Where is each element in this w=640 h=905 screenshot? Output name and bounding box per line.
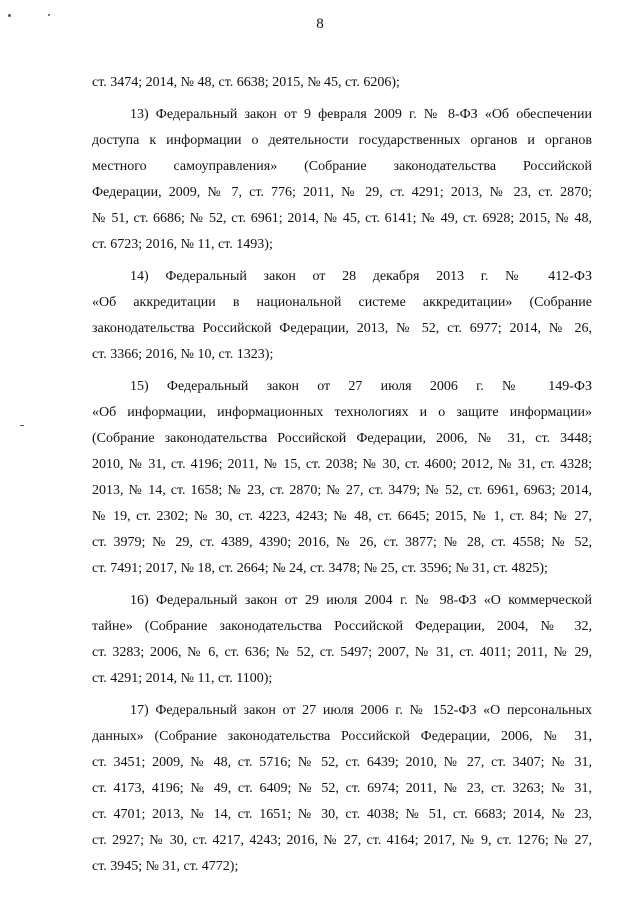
text-line: 15) Федеральный закон от 27 июля 2006 г. № 149-ФЗ bbox=[130, 379, 592, 394]
text-line: местного самоуправления» (Собрание законодательства Российской bbox=[92, 159, 592, 174]
paragraph bbox=[92, 102, 592, 258]
text-line: ст. 3283; 2006, № 6, ст. 636; № 52, ст. 5497; 2007, № 31, ст. 4011; 2011, № 29, bbox=[92, 645, 592, 660]
text-line: законодательства Российской Федерации, 2013, № 52, ст. 6977; 2014, № 26, bbox=[92, 321, 592, 336]
text-line: «Об аккредитации в национальной системе аккредитации» (Собрание bbox=[92, 295, 592, 310]
text-line: ст. 6723; 2016, № 11, ст. 1493); bbox=[92, 237, 273, 252]
text-line: «Об информации, информационных технологиях и о защите информации» bbox=[92, 405, 592, 420]
text-line: ст. 3945; № 31, ст. 4772); bbox=[92, 859, 239, 874]
text-line: ст. 4701; 2013, № 14, ст. 1651; № 30, ст. 4038; № 51, ст. 6683; 2014, № 23, bbox=[92, 807, 592, 822]
text-line: (Собрание законодательства Российской Федерации, 2006, № 31, ст. 3448; bbox=[92, 431, 592, 446]
text-line: 13) Федеральный закон от 9 февраля 2009 г. № 8-ФЗ «Об обеспечении bbox=[130, 107, 592, 122]
paragraph bbox=[92, 70, 592, 96]
text-line: ст. 3474; 2014, № 48, ст. 6638; 2015, № 45, ст. 6206); bbox=[92, 75, 400, 90]
text-line: ст. 3979; № 29, ст. 4389, 4390; 2016, № 26, ст. 3877; № 28, ст. 4558; № 52, bbox=[92, 535, 592, 550]
text-line: ст. 3451; 2009, № 48, ст. 5716; № 52, ст. 6439; 2010, № 27, ст. 3407; № 31, bbox=[92, 755, 592, 770]
text-line: № 51, ст. 6686; № 52, ст. 6961; 2014, № 45, ст. 6141; № 49, ст. 6928; 2015, № 48, bbox=[92, 211, 592, 226]
text-line: ст. 4291; 2014, № 11, ст. 1100); bbox=[92, 671, 273, 686]
text-line: ст. 7491; 2017, № 18, ст. 2664; № 24, ст. 3478; № 25, ст. 3596; № 31, ст. 4825); bbox=[92, 561, 548, 576]
text-line: 16) Федеральный закон от 29 июля 2004 г. № 98-ФЗ «О коммерческой bbox=[130, 593, 592, 608]
text-line: № 19, ст. 2302; № 30, ст. 4223, 4243; № 48, ст. 6645; 2015, № 1, ст. 84; № 27, bbox=[92, 509, 592, 524]
text-line: ст. 2927; № 30, ст. 4217, 4243; 2016, № 27, ст. 4164; 2017, № 9, ст. 1276; № 27, bbox=[92, 833, 592, 848]
paragraph bbox=[92, 264, 592, 368]
text-line: 2010, № 31, ст. 4196; 2011, № 15, ст. 2038; № 30, ст. 4600; 2012, № 31, ст. 4328; bbox=[92, 457, 592, 472]
text-line: тайне» (Собрание законодательства Российской Федерации, 2004, № 32, bbox=[92, 619, 592, 634]
text-line: ст. 4173, 4196; № 49, ст. 6409; № 52, ст. 6974; 2011, № 23, ст. 3263; № 31, bbox=[92, 781, 592, 796]
paragraph bbox=[92, 698, 592, 880]
paragraph bbox=[92, 588, 592, 692]
text-line: 17) Федеральный закон от 27 июля 2006 г. № 152-ФЗ «О персональных bbox=[130, 703, 592, 718]
text-line: доступа к информации о деятельности государственных органов и органов bbox=[92, 133, 592, 148]
text-line: Федерации, 2009, № 7, ст. 776; 2011, № 29, ст. 4291; 2013, № 23, ст. 2870; bbox=[92, 185, 592, 200]
paragraph bbox=[92, 374, 592, 582]
text-line: ст. 3366; 2016, № 10, ст. 1323); bbox=[92, 347, 274, 362]
text-line: 2013, № 14, ст. 1658; № 23, ст. 2870; № 27, ст. 3479; № 52, ст. 6961, 6963; 2014, bbox=[92, 483, 592, 498]
page-number: 8 bbox=[316, 16, 324, 32]
text-line: 14) Федеральный закон от 28 декабря 2013 г. № 412-ФЗ bbox=[130, 269, 592, 284]
scan-speck bbox=[20, 425, 24, 426]
document-body bbox=[92, 70, 592, 880]
text-line: данных» (Собрание законодательства Российской Федерации, 2006, № 31, bbox=[92, 729, 592, 744]
